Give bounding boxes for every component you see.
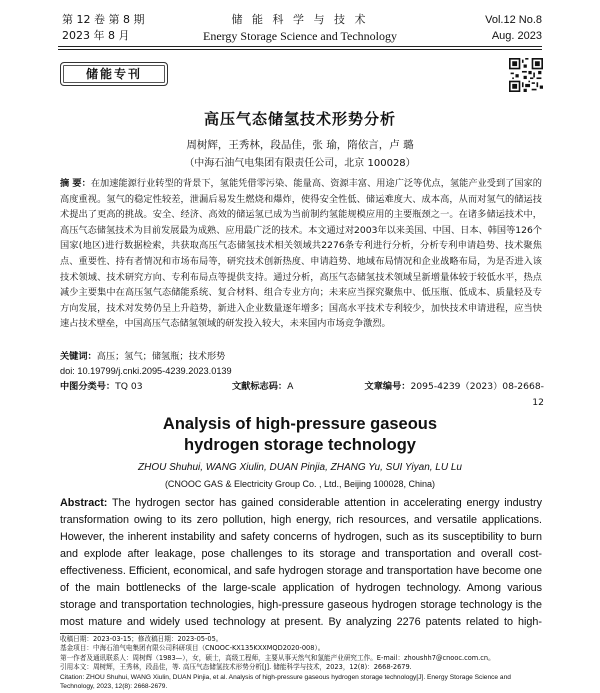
fund-project: 基金项目：中海石油气电集团有限公司科研项目（CNOOC-KX135KXXMQD2020-008）。	[60, 644, 325, 653]
authors-en: ZHOU Shuhui, WANG Xiulin, DUAN Pinjia, ZHANG Yu, SUI Yiyan, LU Lu	[137, 462, 462, 473]
article-no-row	[354, 379, 544, 410]
journal-title-en: Energy Storage Science and Technology	[203, 29, 397, 43]
abstract-en	[60, 495, 542, 631]
clc-value: TQ 03	[115, 381, 143, 392]
doi: doi: 10.19799/j.cnki.2095-4239.2023.0139	[60, 366, 232, 376]
paper-title-en-text: Analysis of high-pressure gaseous hydrogen storage technology	[162, 415, 438, 454]
doc-code-value: A	[287, 381, 294, 392]
affiliation-en: (CNOOC GAS & Electricity Group Co. , Ltd., Beijing 100028, China)	[164, 479, 436, 489]
volume-issue-en: Vol.12 No.8	[485, 14, 542, 26]
paper-title-en	[0, 414, 600, 456]
article-no-label: 文章编号：	[364, 381, 411, 392]
keywords-text: 高压；氢气；储氢瓶；技术形势	[96, 351, 226, 362]
section-tag: 储能专刊	[60, 62, 168, 86]
volume-issue-cn: 第 12 卷 第 8 期	[62, 13, 145, 26]
abstract-cn-text: 在加速能源行业转型的背景下，氢能凭借零污染、能量高、资源丰富、用途广泛等优点，氢能产业受到了国家的高度重视。氢气的稳定性较差，泄漏后易发生燃烧和爆炸，使得安全性低、储运难度大、成本高，从而对氢气的储运技术提出了更高的挑战。安全、经济、高效的储运氢已成为当前制约氢能规模应用的主要瓶颈之一。在诸多储运技术中，高压气态储氢技术为目前发展最为成熟、应用最广泛的技术。本文通过对2003年以来美国、中国、日本、韩国等126个国家(地区)进行数据检索，共获取高压气态储氢技术相关领域共2276条专利进行分析，分析专利申请趋势、技术聚焦点、重要性、持有者情况和市场布局等，研究技术创新热度、申请趋势、地域布局情况和企业战略布局，为是否进入该技术领域、技术研究方向、专利布局点等提供支持。通过分析，高压气态储氢技术领域呈新增量体较于较低水平，热点减少主要集中在高压氢气态储能系统、复合材料、组合专业方向；未来应当探究聚焦中、低压瓶、低成本、质量轻及专方向发展，技术对发势仍呈上升趋势，新进入企业数量逐年增多；国高水平技术专利较少，加快技术申请进程，应当快速占技术壁垒，中国高压气态储氢领域的研发投入较大，未来国内市场竞争激烈。	[60, 178, 542, 330]
clc-label: 中图分类号：	[60, 381, 116, 392]
first-author-info: 第一作者及通讯联系人：周树辉（1983—），女，硕士，高级工程师，主要从事天然气和氢能产业研究工作。E-mail：zhoushh7@cnooc.com.cn。	[60, 653, 495, 662]
citation-cn: 引用本文：周树辉，王秀林，段品佳，等. 高压气态储氢技术形势分析[J]. 储能科学与技术，2023，12(8)：2668-2679.	[60, 663, 412, 672]
abstract-cn-label: 摘 要：	[60, 178, 91, 189]
affiliation-cn: （中海石油气电集团有限责任公司，北京 100028）	[184, 158, 416, 169]
citation-en: Citation: ZHOU Shuhui, WANG Xiulin, DUAN Pinjia, et al. Analysis of high-pressure gaseous hydrogen storage technology[J]. Energy Storage Science and Technology, 2023, 12(8): 2668-2679.	[60, 673, 511, 691]
received-date: 收稿日期：2023-03-15；修改稿日期：2023-05-05。	[60, 635, 223, 643]
header-rule	[58, 46, 542, 47]
qr-code-icon	[509, 58, 543, 92]
footnotes	[60, 635, 542, 691]
date-en: Aug. 2023	[491, 30, 542, 42]
abstract-en-text: The hydrogen sector has gained considerable attention in accelerating energy industry transformation owing to its zero pollution, high energy, rich resources, and versatile applications. However, the inherent instability and safety concerns of hydrogen, such as its susceptibility to burn and explode after leakage, pose challenges to its storage and transportation and overall cost-effectiveness. Efficient, economical, and safe hydrogen storage and transportation have become one of the main bottlenecks of the large-scale application of hydrogen technology. Among various storage and transportation technologies, high-pressure gaseous hydrogen storage technology is the most mature and widely used technology at present. By analyzing 2276 patents related to high-	[60, 497, 542, 628]
article-no-value: 2095-4239（2023）08-2668-12	[410, 381, 544, 408]
doc-code-label: 文献标志码：	[232, 381, 288, 392]
doc-code-row	[232, 379, 372, 395]
paper-title-cn: 高压气态储氢技术形势分析	[203, 110, 396, 128]
footnote-rule	[60, 633, 210, 634]
keywords-cn	[60, 349, 542, 365]
journal-title-cn: 储 能 科 学 与 技 术	[231, 13, 369, 26]
abstract-cn	[60, 176, 542, 351]
abstract-en-label: Abstract:	[60, 497, 108, 509]
authors-cn: 周树辉，王秀林，段品佳，张 瑜，隋依言，卢 璐	[186, 139, 414, 151]
date-cn: 2023 年 8 月	[62, 29, 130, 42]
keywords-label: 关键词：	[60, 351, 97, 362]
header-rule-thin	[58, 49, 542, 50]
